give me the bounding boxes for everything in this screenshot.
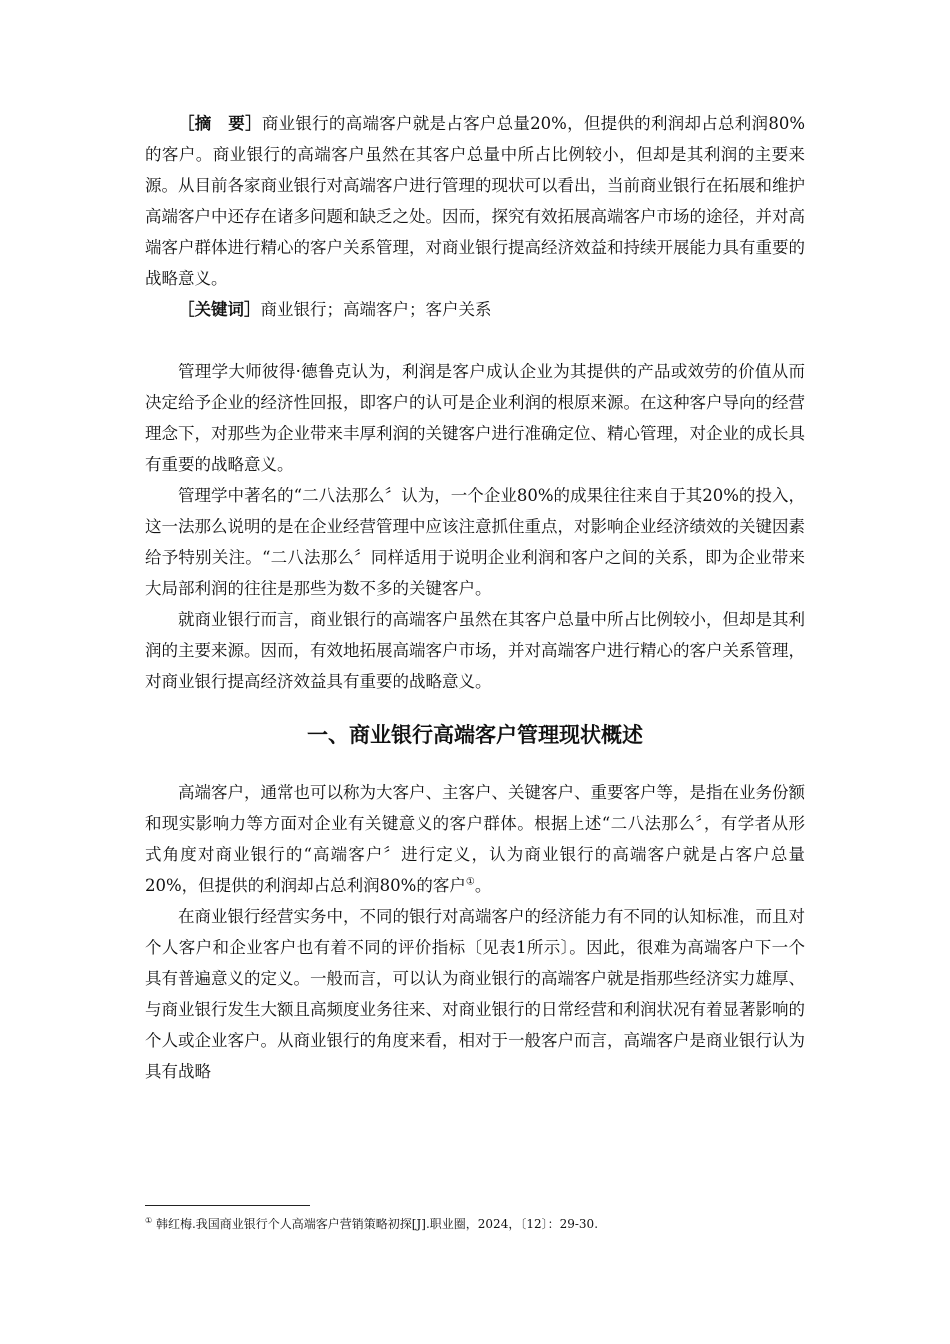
section-paragraph-1-text: 高端客户，通常也可以称为大客户、主客户、关键客户、重要客户等，是指在业务份额和现实影响力等方面对企业有关键意义的客户群体。根据上述“二八法那么〞，有学者从形式角度对商业银行的“高端客户〞进行定义，认为商业银行的高端客户就是占客户总量20%，但提供的利润却占总利润80%的客户 — [145, 783, 805, 895]
blank-line — [145, 325, 805, 356]
keywords-label: ［关键词］ — [178, 300, 261, 319]
keywords-paragraph — [145, 294, 805, 325]
section-paragraph-1-end: 。 — [474, 876, 492, 895]
intro-paragraph-2: 管理学中著名的“二八法那么〞认为，一个企业80%的成果往往来自于其20%的投入，这一法那么说明的是在企业经营管理中应该注意抓住重点，对影响企业经济绩效的关键因素给予特别关注。“二八法那么〞同样适用于说明企业利润和客户之间的关系，即为企业带来大局部利润的往往是那些为数不多的关键客户。 — [145, 486, 805, 598]
keywords-text: 商业银行；高端客户；客户关系 — [260, 300, 492, 319]
footnote — [145, 1213, 845, 1232]
footnote-separator — [145, 1205, 310, 1206]
intro-paragraph-1: 管理学大师彼得·德鲁克认为，利润是客户成认企业为其提供的产品或效劳的价值从而决定给予企业的经济性回报，即客户的认可是企业利润的根原来源。在这种客户导向的经营理念下，对那些为企业带来丰厚利润的关键客户进行准确定位、精心管理，对企业的成长具有重要的战略意义。 — [145, 362, 805, 474]
abstract-label: ［摘 要］ — [178, 114, 262, 133]
section-paragraph-1 — [145, 777, 805, 901]
section-heading: 一、商业银行高端客户管理现状概述 — [307, 723, 643, 747]
document-page — [145, 108, 805, 1087]
abstract-text: 商业银行的高端客户就是占客户总量20%，但提供的利润却占总利润80%的客户。商业银行的高端客户虽然在其客户总量中所占比例较小，但却是其利润的主要来源。从目前各家商业银行对高端客户进行管理的现状可以看出，当前商业银行在拓展和维护高端客户中还存在诸多问题和缺乏之处。因而，探究有效拓展高端客户市场的途径，并对高端客户群体进行精心的客户关系管理，对商业银行提高经济效益和持续开展能力具有重要的战略意义。 — [145, 114, 806, 288]
footnote-mark: ① — [145, 1216, 153, 1225]
section-paragraph-2: 在商业银行经营实务中，不同的银行对高端客户的经济能力有不同的认知标准，而且对个人客户和企业客户也有着不同的评价指标〔见表1所示〕。因此，很难为高端客户下一个具有普遍意义的定义。一般而言，可以认为商业银行的高端客户就是指那些经济实力雄厚、与商业银行发生大额且高频度业务往来、对商业银行的日常经营和利润状况有着显著影响的个人或企业客户。从商业银行的角度来看，相对于一般客户而言，高端客户是商业银行认为具有战略 — [145, 907, 805, 1081]
intro-paragraph-3: 就商业银行而言，商业银行的高端客户虽然在其客户总量中所占比例较小，但却是其利润的主要来源。因而，有效地拓展高端客户市场，并对高端客户进行精心的客户关系管理，对商业银行提高经济效益具有重要的战略意义。 — [145, 610, 805, 691]
footnote-reference[interactable]: ① — [465, 876, 475, 888]
abstract-paragraph — [145, 108, 805, 294]
footnote-text: 韩红梅.我国商业银行个人高端客户营销策略初探[J].职业圈，2024，〔12〕：29-30. — [152, 1217, 599, 1231]
